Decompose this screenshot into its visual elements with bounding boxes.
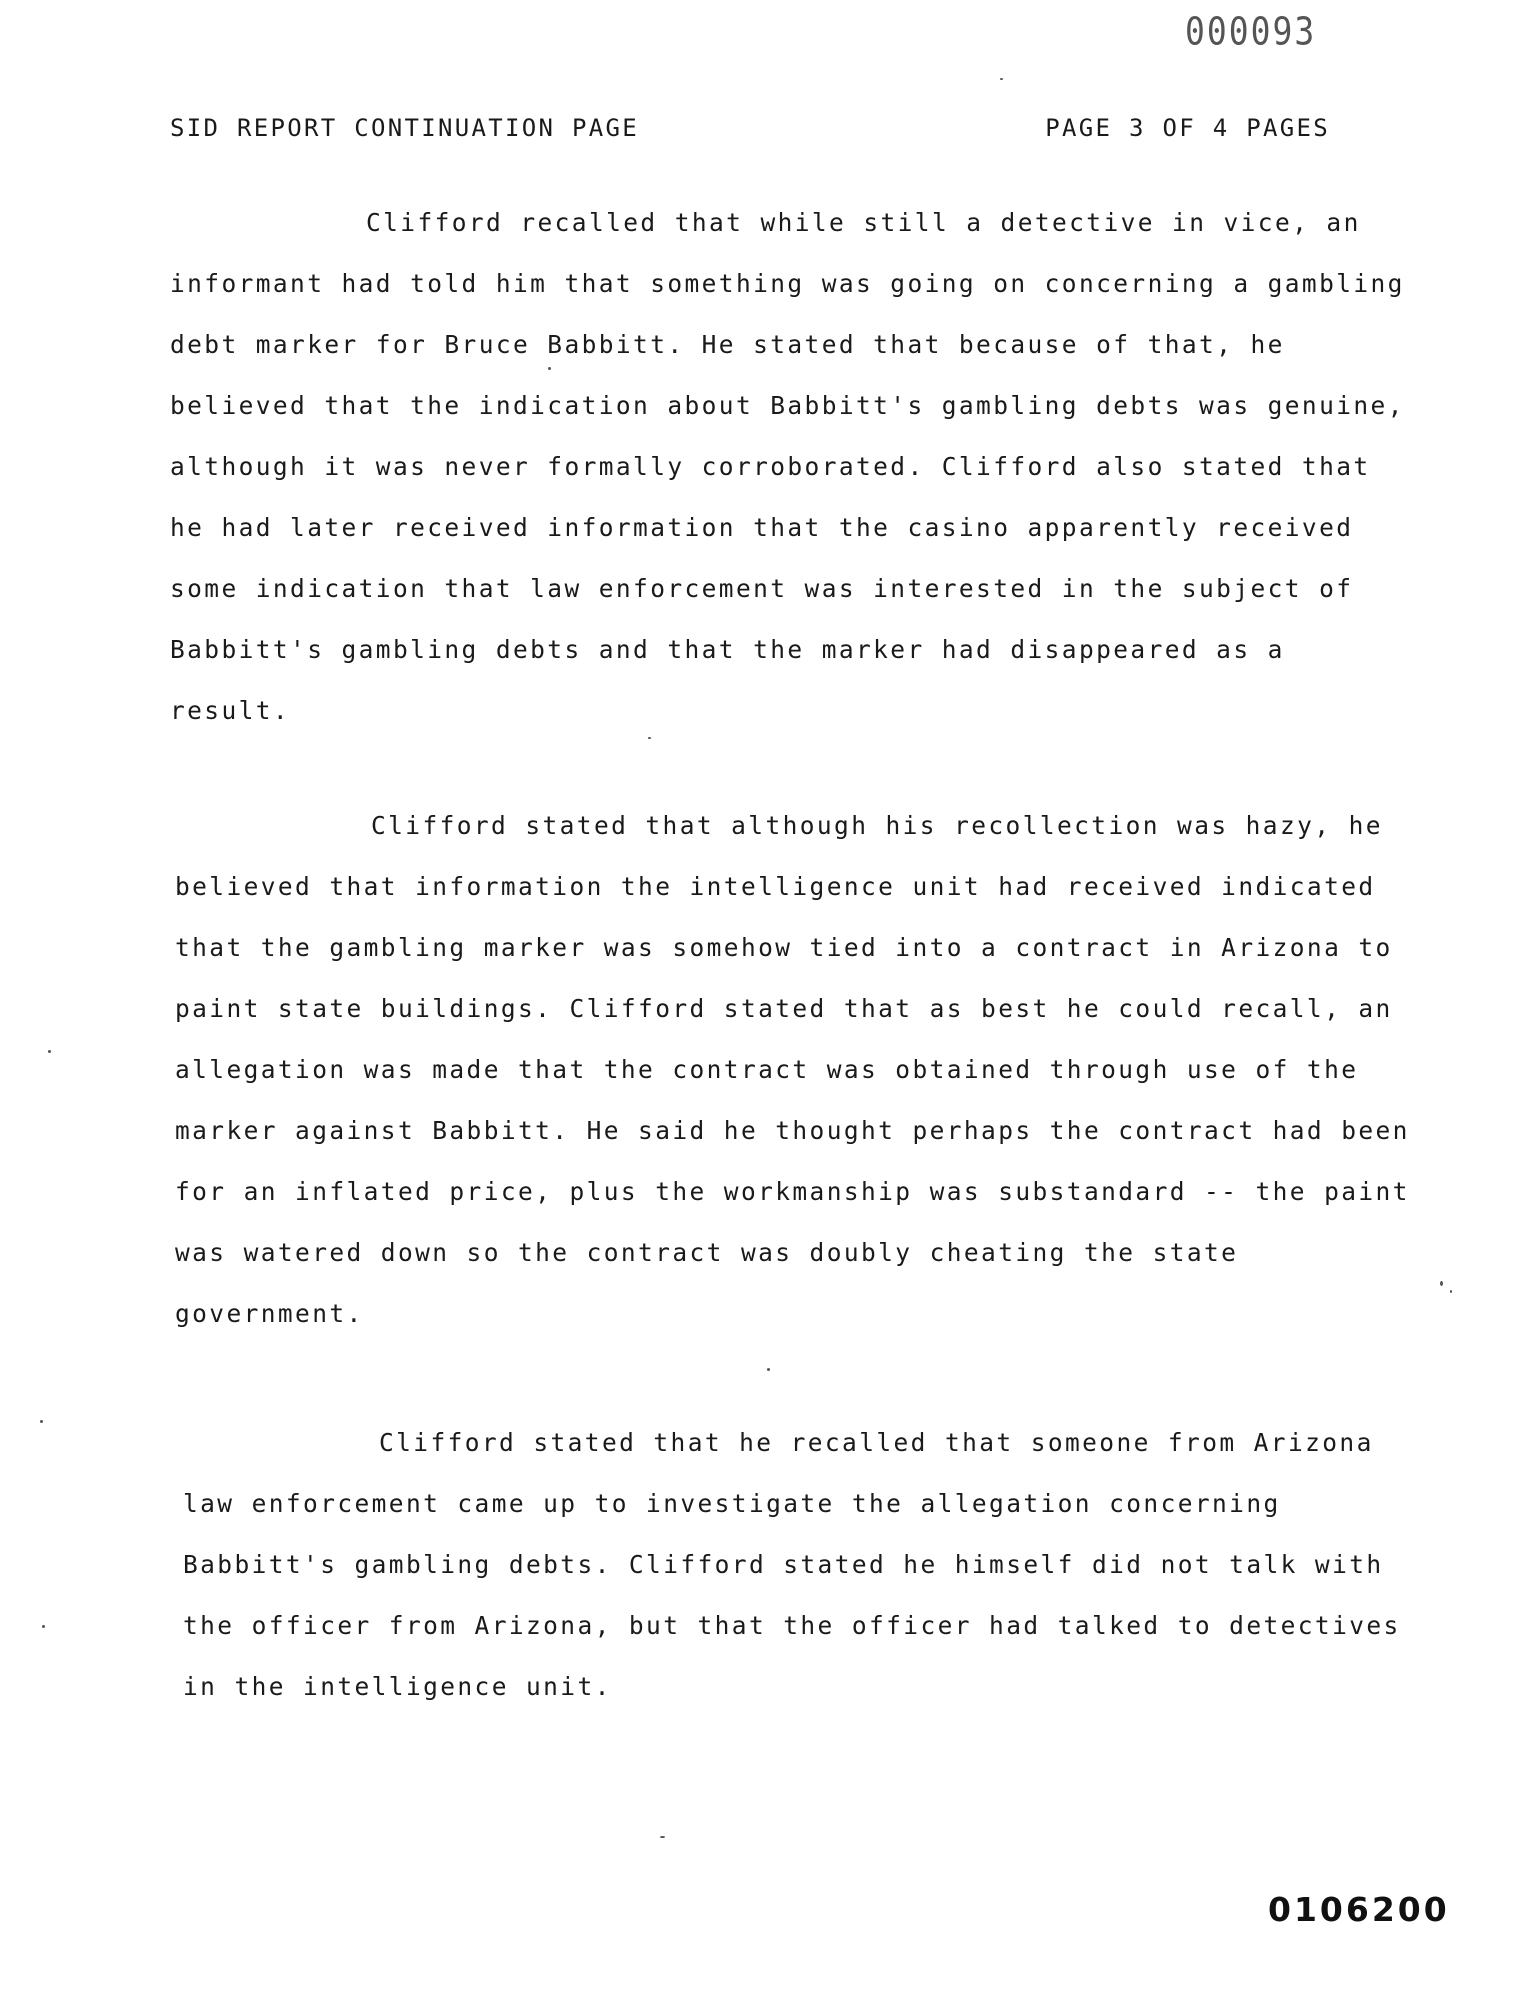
body-paragraph bbox=[175, 795, 1425, 1344]
paragraph-text: Clifford stated that he recalled that someone from Arizona law enforcement came up to investigate the allegation concerning Babbitt's gambling debts. Clifford stated he himself did not talk with the officer from Arizona, but that the officer had talked to detectives in the intelligence unit. bbox=[183, 1428, 1401, 1701]
body-paragraph bbox=[183, 1412, 1433, 1717]
scan-speck bbox=[48, 1050, 51, 1053]
paragraph-text: Clifford recalled that while still a detective in vice, an informant had told him that something was going on concerning a gambling debt marker for Bruce Babbitt. He stated that because of that, he believed that the indication about Babbitt's gambling debts was genuine, although it was never formally corroborated. Clifford also stated that he had later received information that the casino apparently received some indication that law enforcement was interested in the subject of Babbitt's gambling debts and that the marker had disappeared as a result. bbox=[170, 208, 1405, 725]
scan-speck bbox=[40, 1420, 43, 1423]
scan-speck bbox=[1450, 1290, 1452, 1293]
report-title: SID REPORT CONTINUATION PAGE bbox=[170, 114, 639, 142]
paragraph-text: Clifford stated that although his recollection was hazy, he believed that information the intelligence unit had received indicated that the gambling marker was somehow tied into a contract in Arizona to paint state buildings. Clifford stated that as best he could recall, an allegation was made that the contract was obtained through use of the marker against Babbitt. He said he thought perhaps the contract had been for an inflated price, plus the workmanship was substandard -- the paint was watered down so the contract was doubly cheating the state government. bbox=[175, 811, 1410, 1328]
scan-speck bbox=[1000, 78, 1003, 80]
bates-number: 0106200 bbox=[1268, 1890, 1450, 1929]
report-header bbox=[170, 114, 1330, 154]
scan-speck bbox=[660, 1836, 665, 1838]
document-stamp-number: 000093 bbox=[1185, 9, 1317, 54]
page-indicator: PAGE 3 OF 4 PAGES bbox=[1045, 114, 1330, 142]
scan-speck bbox=[648, 737, 651, 739]
scan-speck bbox=[548, 367, 551, 370]
body-paragraph bbox=[170, 192, 1420, 741]
scan-speck bbox=[1440, 1281, 1443, 1286]
scan-speck bbox=[767, 1368, 770, 1371]
scan-speck bbox=[42, 1625, 45, 1628]
